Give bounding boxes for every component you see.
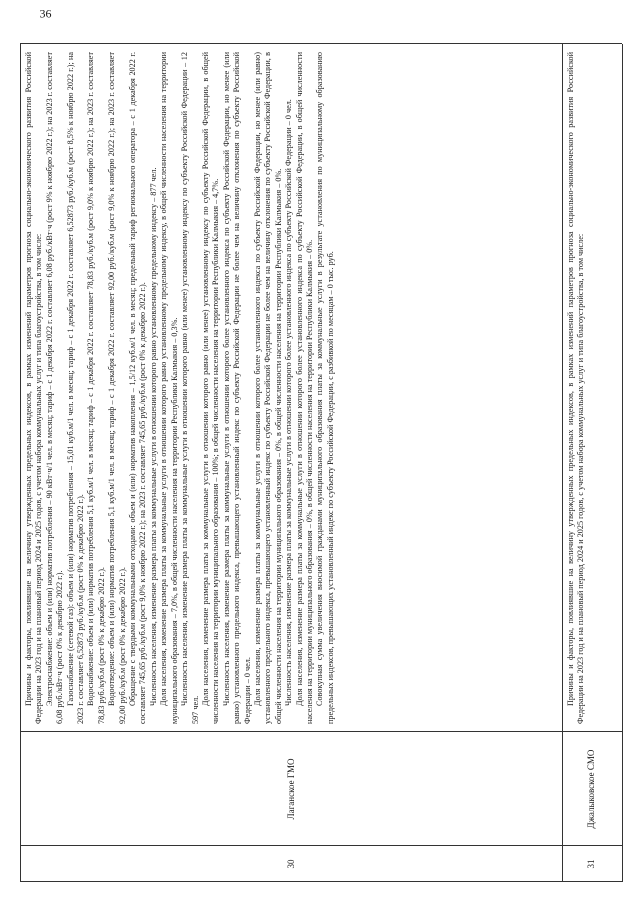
row-30-paragraph: Причины и факторы, повлиявшие на величину утвержденных предельных индексов, в рамках изменений параметров прогноза социально-экономического развития Российской Федерации на 2023 год и на плановый период 2024 и 2025 годов, с учетом набора коммунальных услуг и типа благоустройства, в том числе: (24, 52, 44, 724)
row-30-paragraph: Электроснабжение: объем и (или) норматив потребления – 90 кВт·ч/1 чел. в месяц; тариф – с 1 декабря 2022 г. составляет 6,08 руб./кВт·ч (рост 9% к ноябрю 2022 г.); на 2023 г. составляет 6,08 руб./кВт·ч (рост 0% к декабрю 2022 г.). (44, 52, 65, 724)
row-30-paragraph: Доля населения, изменение размера платы за коммунальные услуги в отношении которого равно установленному предельному индексу, в общей численности населения на территории муниципального образования – 7,0%, в общей численности населения на территории Республики Калмыкия – 0,3%. (159, 52, 179, 724)
row-31-number: 31 (586, 859, 596, 869)
page-number: 36 (39, 6, 52, 21)
row-30-paragraph: Доля населения, изменение размера платы за коммунальные услуги в отношении которого равно (или менее) установленному индексу по субъекту Российской Федерации, в общей численности населения на территории муниципального образования – 100%; в общей численности населения на территории Республики Калмыкия – 4,7%. (200, 52, 221, 724)
row-30-paragraph: Численность населения, изменение размера платы за коммунальные услуги в отношении которого более установленного индекса по субъекту Российской Федерации – 0 чел. (284, 99, 294, 706)
row-30-municipality-name: Лаганское ГМО (286, 758, 296, 820)
row-30-paragraph: Численность населения, изменение размера платы за коммунальные услуги в отношении которого равно установленному предельному индексу – 877 чел. (148, 167, 158, 706)
row-30-number: 30 (286, 859, 296, 869)
table-top-border (20, 44, 21, 882)
table-right-border (20, 43, 622, 44)
row-30-paragraph: Численность населения, изменение размера платы за коммунальные услуги в отношении которого более установленного индекса по субъекту Российской Федерации, но менее (или равно) установленного предельного индекса, превышающего установленный индекс по субъекту Российской Федерации не более чем на величину отклонения по субъекту Российской Федерации – 0 чел. (221, 52, 252, 724)
row-30-paragraph: Совокупная сумма увеличения вносимой гражданами муниципального образования платы за коммунальные услуги в результате установления по муниципальному образованию предельных индексов, превышающих установленный индекс по субъекту Российской Федерации, с разбивкой по месяцам – 0 тыс. руб. (315, 52, 335, 724)
row-30-paragraph: Обращение с твердыми коммунальными отходами: объем и (или) норматив накопления – 1,5/12 куб.м/1 чел. в месяц; предельный тариф регионального оператора – с 1 декабря 2022 г. составляет 745,65 руб./куб.м (рост 9,0% к ноябрю 2022 г.); на 2023 г. составляет 745,65 руб./куб.м (рост 0% к декабрю 2022 г.). (128, 52, 148, 724)
row-30-paragraph: Доля населения, изменение размера платы за коммунальные услуги в отношении которого более установленного индекса по субъекту Российской Федерации, в общей численности населения на территории муниципального образования – 0%, в общей численности населения на территории Республики Калмыкия – 0%. (294, 52, 314, 724)
row-31-municipality-name: Джалыковское СМО (586, 749, 596, 829)
table-left-border (20, 881, 622, 882)
row-30-paragraph: Газоснабжение (сетевой газ): объем и (или) норматив потребления – 15,01 куб.м/1 чел. в месяц; тариф – с 1 декабря 2022 г. составляет 6,52873 руб./куб.м (рост 8,5% к ноябрю 2022 г.); на 2023 г. составляет 6,52873 руб./куб.м (рост 0% к декабрю 2022 г.). (65, 52, 86, 724)
row-30-paragraph: Численность населения, изменение размера платы за коммунальные услуги в отношении которого равно (или менее) установленному индексу по субъекту Российской Федерации – 12 597 чел. (180, 52, 200, 724)
row-31-paragraph: Причины и факторы, повлиявшие на величину утвержденных предельных индексов, в рамках изменений параметров прогноза социально-экономического развития Российской Федерации на 2023 год и на плановый период 2024 и 2025 годов, с учетом набора коммунальных услуг и типа благоустройства, в том числе: (566, 52, 586, 724)
row-30-paragraph: Доля населения, изменение размера платы за коммунальные услуги в отношении которого более установленного индекса по субъекту Российской Федерации, но менее (или равно) установленного предельного индекса, превышающего установленный индекс по субъекту Российской Федерации не более чем на величину отклонения по субъекту Российской Федерации, в общей численности населения на территории муниципального образования – 0%, в общей численности населения на территории Республики Калмыкия – 0%. (252, 52, 283, 724)
row-30-paragraph: Водоотведение: объем и (или) норматив потребления 5,1 куб.м/1 чел. в месяц; тариф – с 1 декабря 2022 г. составляет 92,00 руб./куб.м (рост 9,0% к ноябрю 2022 г.); на 2023 г. составляет 92,00 руб./куб.м (рост 0% к декабрю 2022 г.). (107, 52, 127, 724)
row-30-paragraph: Водоснабжение: объем и (или) норматив потребления 5,1 куб.м/1 чел. в месяц; тариф – с 1 декабря 2022 г. составляет 78,83 руб./куб.м (рост 9,0% к ноябрю 2022 г.); на 2023 г. составляет 78,83 руб./куб.м (рост 0% к декабрю 2022 г.). (86, 52, 106, 724)
table-number-column-divider (20, 845, 622, 846)
row-31-content (566, 52, 620, 724)
row-divider (562, 44, 563, 882)
row-30-content (24, 52, 560, 724)
table-bottom-border (622, 44, 623, 882)
table-name-column-divider (20, 731, 622, 732)
